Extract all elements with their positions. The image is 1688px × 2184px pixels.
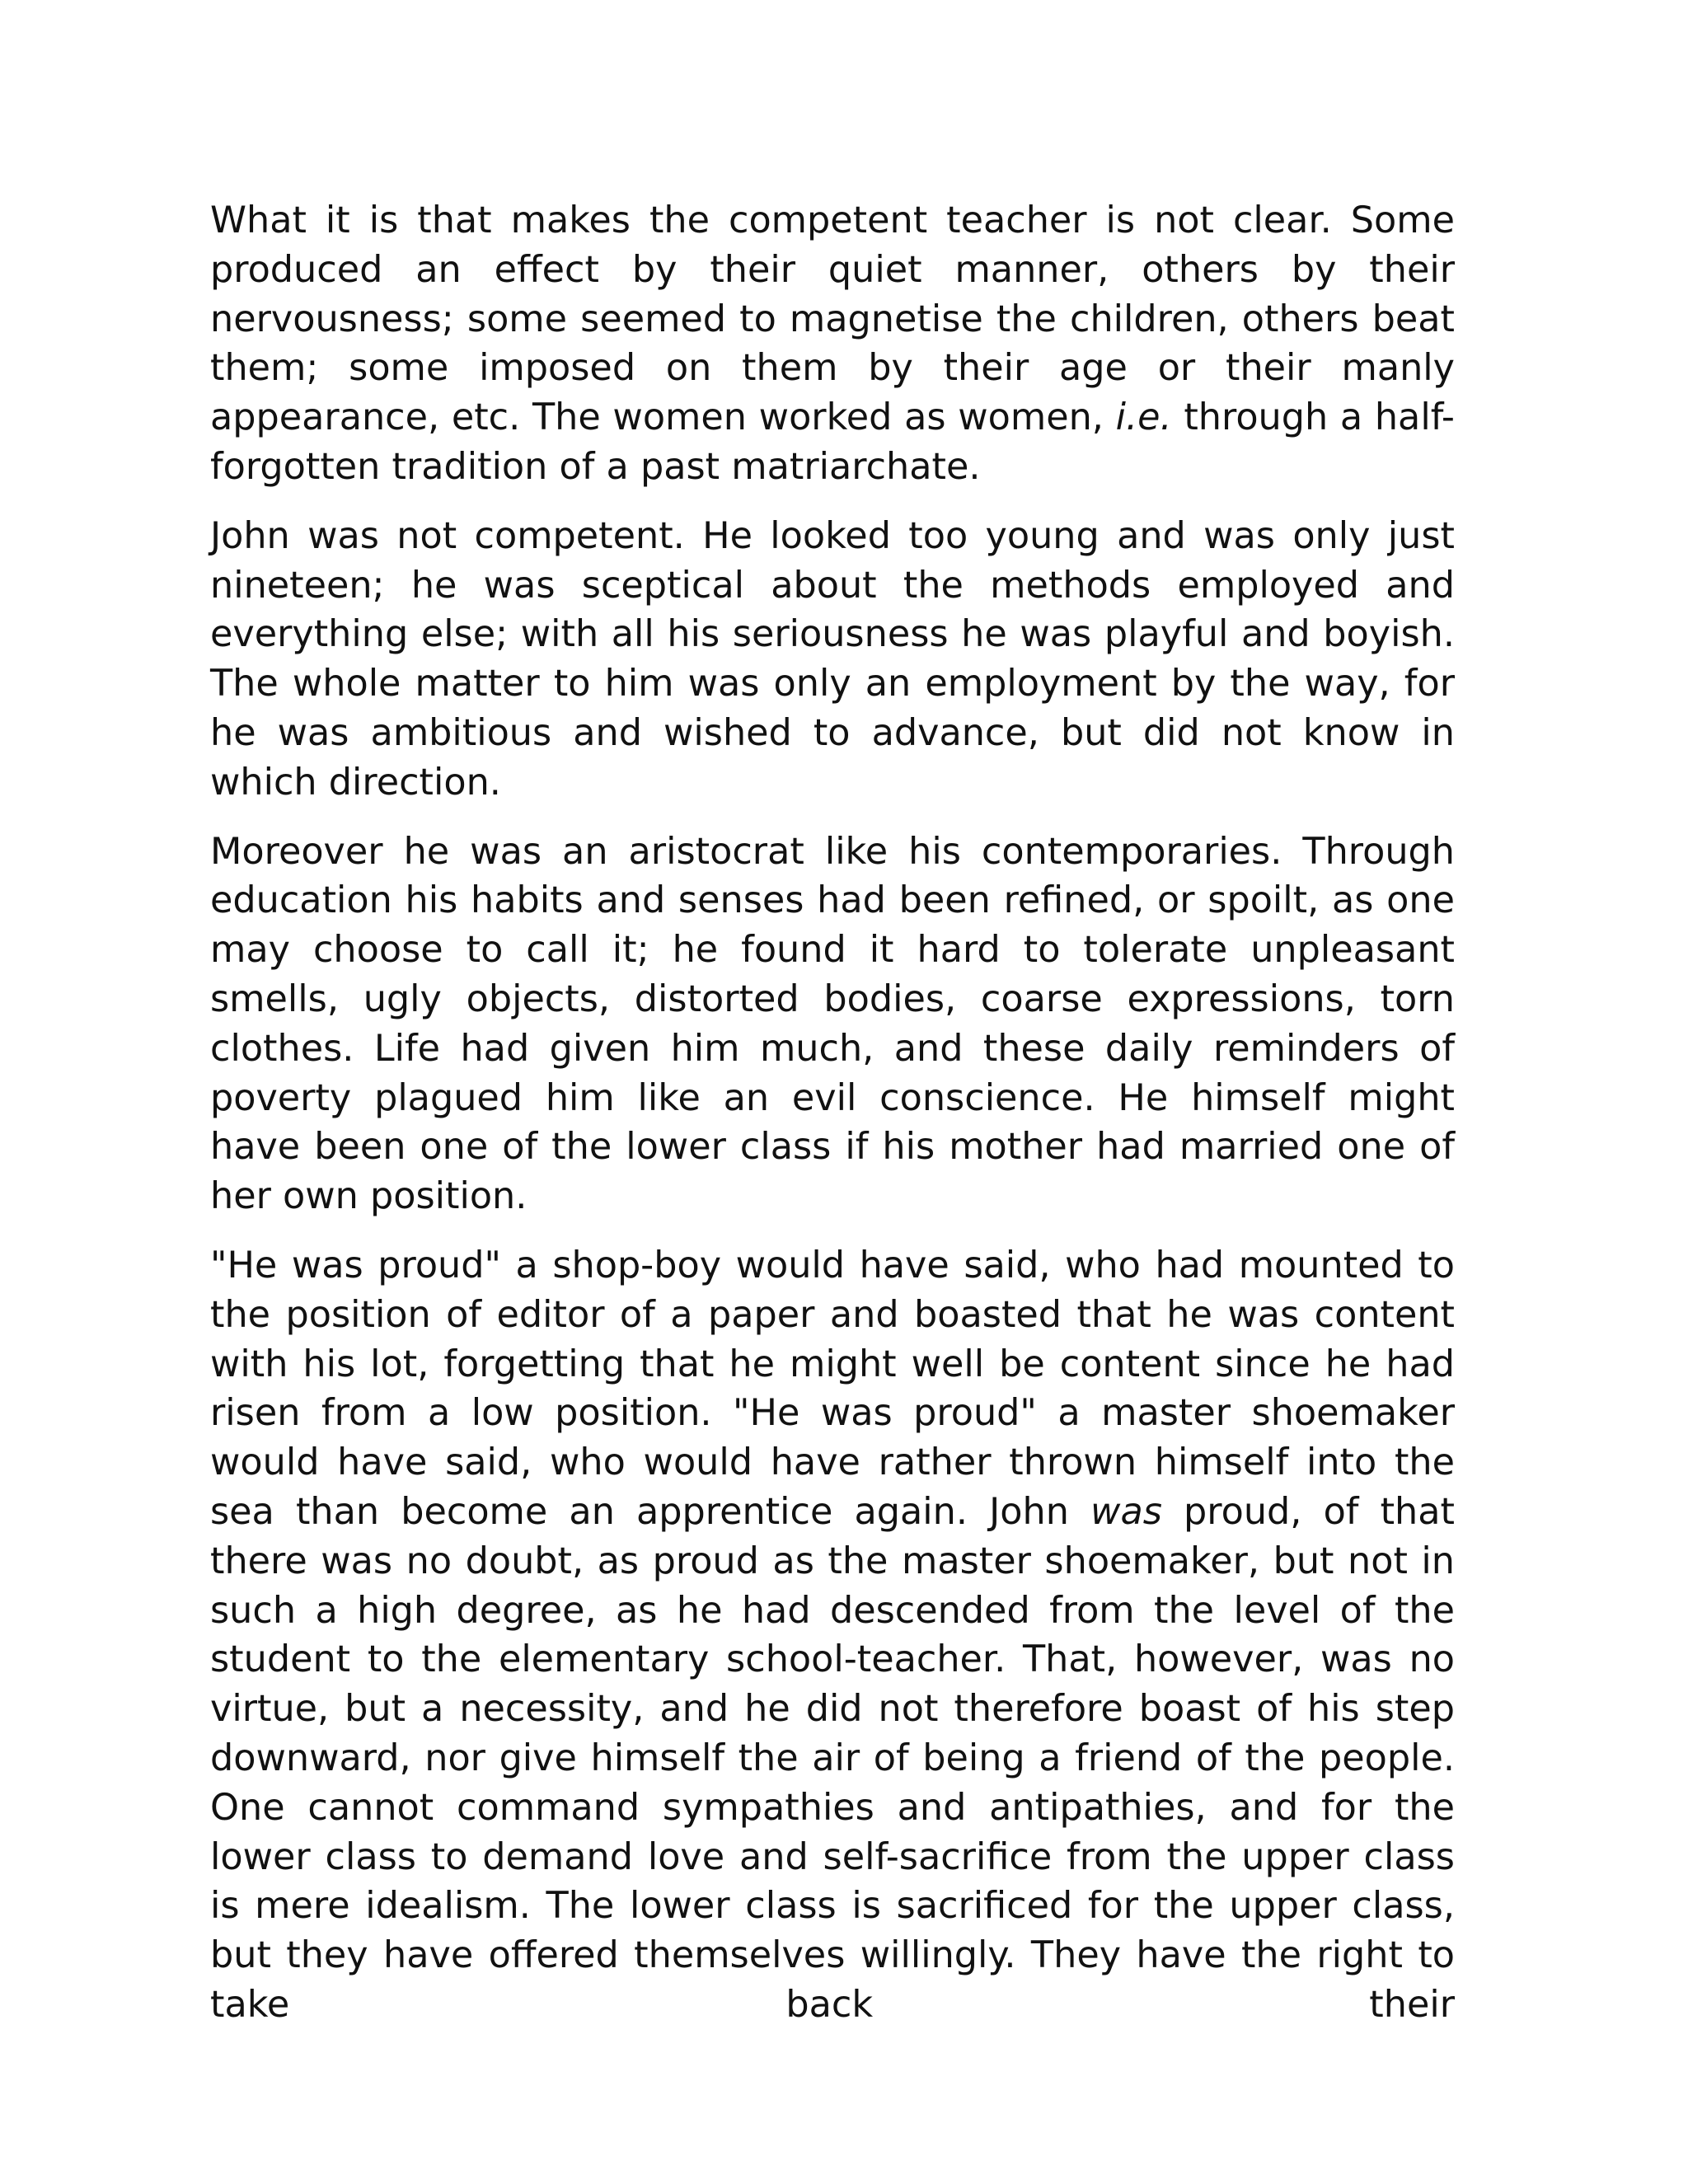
paragraph [210, 1241, 1455, 2030]
emphasis-text: i.e. [1115, 396, 1172, 439]
paragraph [210, 827, 1455, 1221]
paragraph [210, 512, 1455, 808]
emphasis-text: was [1090, 1490, 1162, 1533]
paragraph-text: through a half-forgotten tradition of a past matriarchate. [210, 396, 1455, 488]
paragraph [210, 196, 1455, 492]
paragraph-text: What it is that makes the competent teacher is not clear. Some produced an effect by their quiet manner, others by their nervousness; some seemed to magnetise the children, others beat them; some imposed on them by their age or their manly appearance, etc. The women worked as women, [210, 199, 1455, 439]
paragraph-text: Moreover he was an aristocrat like his contemporaries. Through education his habits and senses had been refined, or spoilt, as one may choose to call it; he found it hard to tolerate unpleasant smells, ugly objects, distorted bodies, coarse expressions, torn clothes. Life had given him much, and these daily reminders of poverty plagued him like an evil conscience. He himself might have been one of the lower class if his mother had married one of her own position. [210, 830, 1455, 1218]
paragraph-text: "He was proud" a shop-boy would have said, who had mounted to the position of editor of a paper and boasted that he was content with his lot, forgetting that he might well be content since he had risen from a low position. "He was proud" a master shoemaker would have said, who would have rather thrown himself into the sea than become an apprentice again. John [210, 1244, 1455, 1533]
paragraph-text: proud, of that there was no doubt, as proud as the master shoemaker, but not in such a high degree, as he had descended from the level of the student to the elementary school-teacher. That, however, was no virtue, but a necessity, and he did not therefore boast of his step downward, nor give himself the air of being a friend of the people. One cannot command sympathies and antipathies, and for the lower class to demand love and self-sacrifice from the upper class is mere idealism. The lower class is sacrificed for the upper class, but they have offered themselves willingly. They have the right to take back their [210, 1490, 1455, 2026]
paragraph-text: John was not competent. He looked too young and was only just nineteen; he was sceptical about the methods employed and everything else; with all his seriousness he was playful and boyish. The whole matter to him was only an employment by the way, for he was ambitious and wished to advance, but did not know in which direction. [210, 514, 1455, 804]
body-text [210, 196, 1455, 2030]
